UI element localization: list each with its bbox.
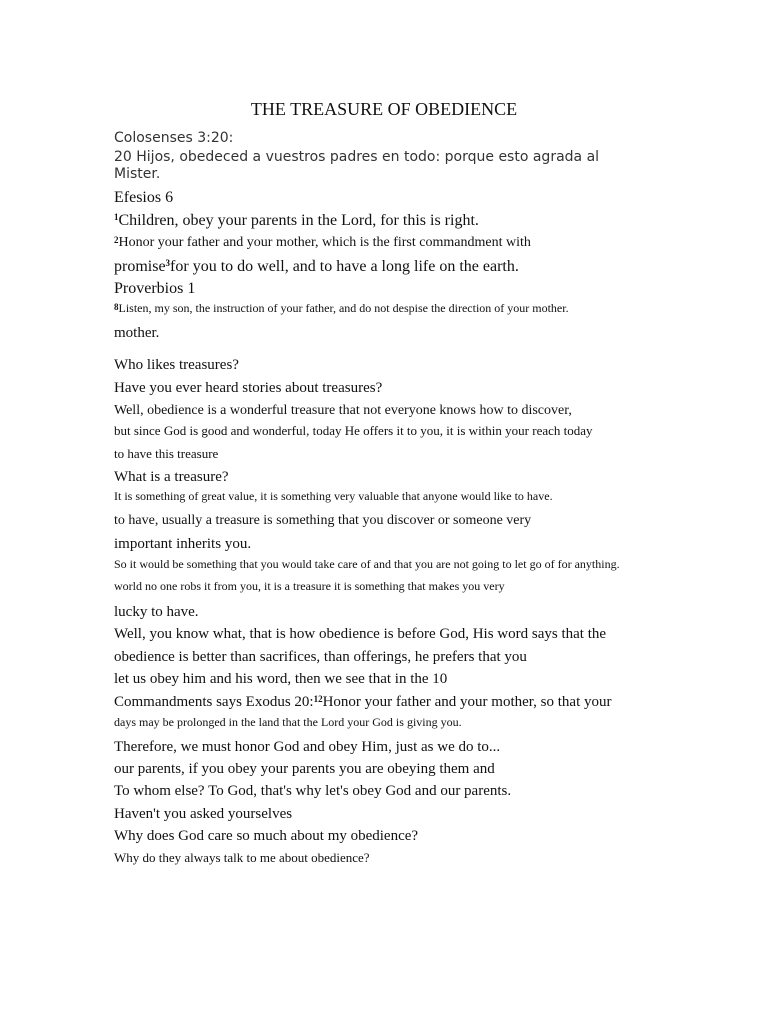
verse-line: mother. [114,325,160,341]
paragraph-line: to have, usually a treasure is something that you discover or someone very [114,513,532,528]
colosenses-verse-line: 20 Hijos, obedeced a vuestros padres en todo: porque esto agrada al [114,149,600,165]
verse-number: 2 [114,235,119,245]
colosenses-reference: Colosenses 3:20: [114,130,234,146]
proverbios-heading: Proverbios 1 [114,280,196,297]
verse-line [114,234,531,251]
paragraph-line: What is a treasure? [114,469,229,485]
page-title: THE TREASURE OF OBEDIENCE [250,99,518,119]
verse-number: 8 [114,302,119,312]
paragraph-line: obedience is better than sacrifices, than offerings, he prefers that you [114,649,527,665]
paragraph-line: Why does God care so much about my obedience? [114,828,419,844]
paragraph-line: important inherits you. [114,536,252,552]
verse-number: 1 [114,212,119,222]
paragraph-line: but since God is good and wonderful, today He offers it to you, it is within your reach today [114,423,593,438]
paragraph-text: Commandments says Exodus 20: [114,694,314,710]
verse-line [114,211,479,230]
verse-number: 3 [165,258,171,268]
verse-line [114,257,519,276]
paragraph-line: Well, you know what, that is how obedience is before God, His word says that the [114,626,607,642]
paragraph-line [114,693,612,711]
paragraph-line: our parents, if you obey your parents you are obeying them and [114,761,495,777]
efesios-heading: Efesios 6 [114,189,174,206]
paragraph-line: to have this treasure [114,446,219,461]
verse-text: promise [114,258,166,275]
paragraph-line: Haven't you asked yourselves [114,806,293,822]
verse-number: 12 [313,694,323,704]
paragraph-line: lucky to have. [114,604,199,620]
paragraph-line: let us obey him and his word, then we see that in the 10 [114,671,448,687]
verse-text: Children, obey your parents in the Lord, for this is right. [118,212,479,229]
paragraph-text: Honor your father and your mother, so that your [322,694,612,710]
paragraph-line: days may be prolonged in the land that the Lord your God is giving you. [114,715,462,729]
verse-line [114,301,569,316]
verse-text: Listen, my son, the instruction of your father, and do not despise the direction of your mother. [118,301,569,315]
paragraph-line: It is something of great value, it is something very valuable that anyone would like to have. [114,489,553,503]
paragraph-line: Why do they always talk to me about obedience? [114,850,370,865]
colosenses-verse-line: Mister. [114,166,161,182]
paragraph-line: world no one robs it from you, it is a treasure it is something that makes you very [114,579,505,593]
paragraph-line: Who likes treasures? [114,357,239,373]
verse-text: Honor your father and your mother, which is the first commandment with [118,235,531,250]
paragraph-line: Therefore, we must honor God and obey Him, just as we do to... [114,739,501,755]
verse-text: for you to do well, and to have a long life on the earth. [170,258,519,275]
paragraph-line: So it would be something that you would take care of and that you are not going to let go of for anything. [114,557,620,571]
paragraph-line: Well, obedience is a wonderful treasure that not everyone knows how to discover, [114,403,572,418]
paragraph-line: Have you ever heard stories about treasures? [114,380,383,396]
paragraph-line: To whom else? To God, that's why let's obey God and our parents. [114,783,512,799]
